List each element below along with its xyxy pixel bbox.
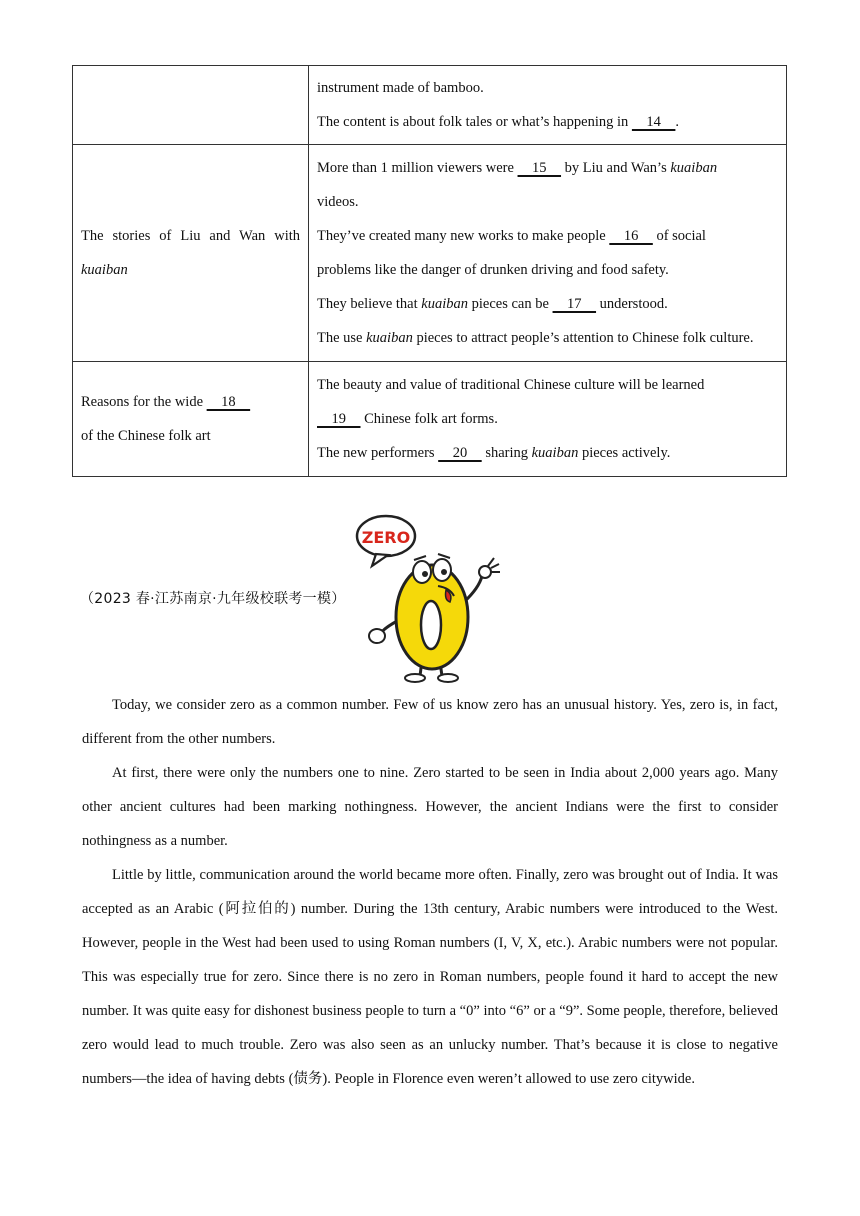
row-heading	[81, 228, 300, 278]
table-cell-left	[73, 145, 309, 362]
table-row	[73, 66, 787, 145]
answer-blank-17: 17	[552, 296, 597, 312]
line-text: by Liu and Wan’s	[561, 160, 671, 176]
table-cell-left	[73, 66, 309, 145]
line-italic: kuaiban	[366, 330, 413, 346]
table-row	[73, 145, 787, 362]
source-note: （2023 春·江苏南京·九年级校联考一模）	[80, 591, 346, 607]
table-cell-right	[309, 66, 787, 145]
heading-italic: kuaiban	[81, 262, 128, 278]
line-text: They believe that	[317, 296, 422, 312]
line-text: of social	[652, 228, 706, 244]
table-row	[73, 362, 787, 477]
cartoon-zero-icon	[354, 510, 504, 685]
answer-blank-14: 14	[631, 114, 676, 130]
line-text: They’ve created many new works to make people	[317, 228, 610, 244]
line-text: Chinese folk art forms.	[360, 411, 498, 427]
line-text: pieces can be	[468, 296, 553, 312]
answer-blank-18: 18	[206, 394, 251, 410]
table-cell-right	[309, 145, 787, 362]
article-body	[82, 688, 778, 1096]
article-paragraph: Little by little, communication around the world became more often. Finally, zero was brought out of India. It was accepted as an Arabic (阿拉伯的) number. During the 13th century, Arabic numbers were introduced to the West. However, people in the West had been used to using Roman numbers (I, V, X, etc.). Arabic numbers were not popular. This was especially true for zero. Since there is no zero in Roman numbers, people found it hard to accept the new number. It was quite easy for dishonest business people to turn a “0” into “6” or a “9”. Some people, therefore, believed zero would lead to much trouble. Zero was also seen as an unlucky number. That’s because it is close to negative numbers—the idea of having debts (债务). People in Florence even weren’t allowed to use zero citywide.	[82, 867, 778, 1087]
cell-line	[317, 402, 778, 436]
row-heading: of the Chinese folk art	[81, 428, 211, 444]
line-text: sharing	[481, 445, 532, 461]
cell-line: videos.	[317, 194, 359, 210]
cell-line: The beauty and value of traditional Chinese culture will be learned	[317, 377, 705, 393]
line-text: pieces actively.	[578, 445, 671, 461]
cell-line	[317, 151, 778, 185]
answer-blank-16: 16	[609, 228, 653, 244]
table-cell-right	[309, 362, 787, 477]
cell-line	[317, 105, 778, 139]
line-text: .	[675, 114, 680, 130]
line-text: More than 1 million viewers were	[317, 160, 518, 176]
line-italic: kuaiban	[421, 296, 468, 312]
cell-line	[317, 321, 778, 355]
heading-text: Reasons for the wide	[81, 394, 207, 410]
heading-text: The stories of Liu and Wan with	[81, 228, 300, 244]
article-paragraph: At first, there were only the numbers one to nine. Zero started to be seen in India about 2,000 years ago. Many other ancient cultures had been marking nothingness. However, the ancient Indians were the first to consider nothingness as a number.	[82, 765, 778, 849]
cell-line: problems like the danger of drunken driving and food safety.	[317, 262, 669, 278]
cell-line: instrument made of bamboo.	[317, 80, 484, 96]
row-heading	[81, 385, 300, 419]
cell-line	[317, 219, 778, 253]
line-text: The use	[317, 330, 367, 346]
bubble-text: ZERO	[361, 528, 411, 547]
line-text: pieces to attract people’s attention to Chinese folk culture.	[412, 330, 754, 346]
info-table	[72, 65, 787, 477]
table-cell-left	[73, 362, 309, 477]
answer-blank-19: 19	[317, 411, 361, 427]
cell-line	[317, 287, 778, 321]
article-paragraph: Today, we consider zero as a common number. Few of us know zero has an unusual history. Yes, zero is, in fact, different from the other numbers.	[82, 697, 778, 747]
line-text: The new performers	[317, 445, 439, 461]
line-text: understood.	[596, 296, 668, 312]
cell-line	[317, 436, 778, 470]
answer-blank-15: 15	[517, 160, 562, 176]
line-italic: kuaiban	[670, 160, 718, 176]
answer-blank-20: 20	[438, 445, 482, 461]
line-italic: kuaiban	[531, 445, 579, 461]
line-text: The content is about folk tales or what’s happening in	[317, 114, 632, 130]
